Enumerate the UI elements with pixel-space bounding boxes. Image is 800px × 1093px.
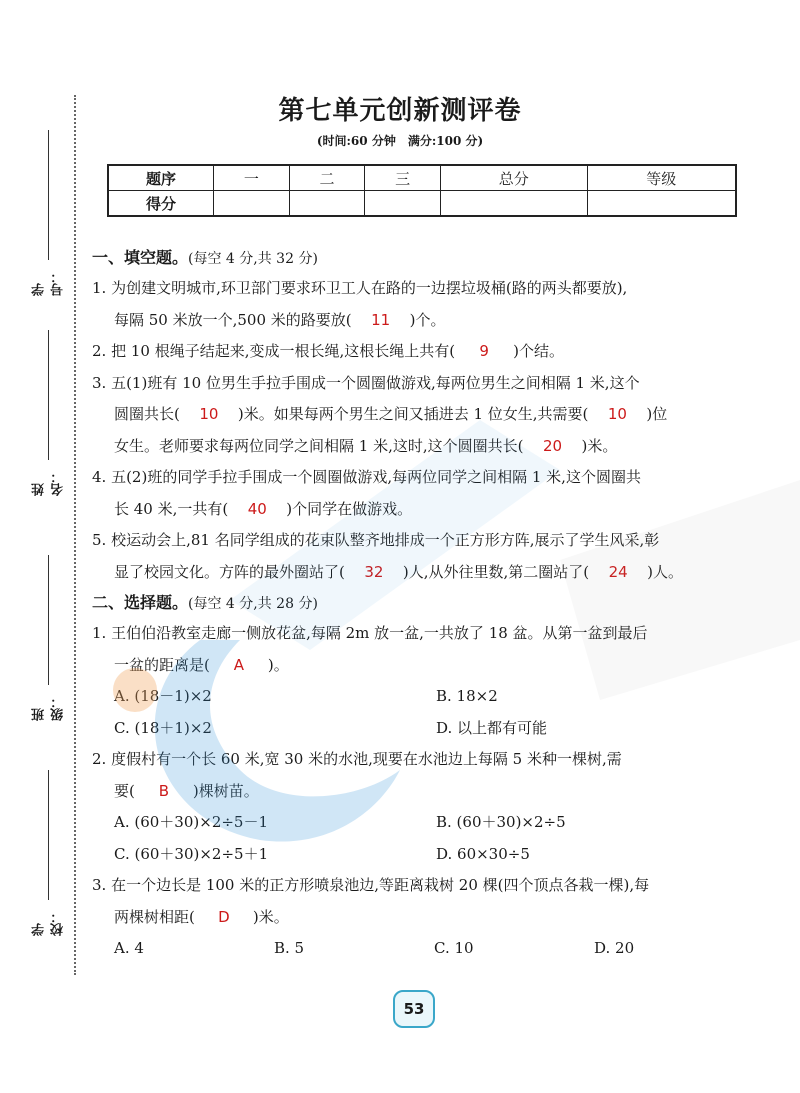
score-table-header-row <box>108 165 736 191</box>
score-input-2[interactable] <box>289 191 365 217</box>
answer-1-3c[interactable]: 20 <box>542 436 563 455</box>
school-line <box>48 770 49 900</box>
question-1-4-line2 <box>92 494 757 526</box>
text: )米。如果每两个男生之间又插进去 1 位女生,共需要( <box>237 405 589 423</box>
text: )人。 <box>647 562 683 581</box>
question-2-3-line2 <box>92 902 757 934</box>
score-cell-label: 得分 <box>108 191 214 217</box>
answer-1-4[interactable]: 40 <box>247 499 267 518</box>
score-input-3[interactable] <box>365 191 441 217</box>
question-1-3-line3 <box>92 431 757 463</box>
options-2-1-row2 <box>92 713 757 745</box>
question-2-2-line2 <box>92 776 757 808</box>
text: )位 <box>646 405 668 423</box>
text: 圆圈共长( <box>114 405 180 423</box>
section-fill-blank-heading <box>92 243 757 273</box>
answer-1-1[interactable]: 11 <box>371 310 391 329</box>
answer-2-3[interactable]: D <box>218 907 230 926</box>
question-2-3-line1: 3. 在一个边长是 100 米的正方形喷泉池边,等距离栽树 20 棵(四个顶点各栽一棵),每 <box>92 876 650 894</box>
score-cell-1: 一 <box>214 165 290 191</box>
score-table <box>107 164 737 217</box>
text: 两棵树相距( <box>114 907 195 926</box>
section1-note: (每空 4 分,共 32 分) <box>188 251 318 267</box>
option-2-2-d[interactable]: D. 60×30÷5 <box>436 844 530 863</box>
options-2-3-row <box>92 933 757 965</box>
class-label: 班级： <box>32 695 66 721</box>
question-1-1-line1: 1. 为创建文明城市,环卫部门要求环卫工人在路的一边摆垃圾桶(路的两头都要放), <box>92 279 628 297</box>
text: 女生。老师要求每两位同学之间相隔 1 米,这时,这个圆圈共长( <box>114 436 524 455</box>
text: )米。 <box>252 907 289 926</box>
text: 显了校园文化。方阵的最外圈站了( <box>114 562 345 581</box>
option-2-1-a[interactable]: A. (18－1)×2 <box>114 687 212 705</box>
options-2-2-row2 <box>92 839 757 871</box>
question-1-1-line2 <box>92 305 757 337</box>
option-2-2-b[interactable]: B. (60＋30)×2÷5 <box>436 813 566 831</box>
option-2-1-b[interactable]: B. 18×2 <box>436 687 498 705</box>
binding-margin <box>0 0 70 1000</box>
option-2-2-c[interactable]: C. (60＋30)×2÷5＋1 <box>114 844 269 863</box>
section2-title: 二、选择题。 <box>92 593 189 612</box>
answer-1-5b[interactable]: 24 <box>608 562 628 581</box>
question-2-1-line1: 1. 王伯伯沿教室走廊一侧放花盆,每隔 2m 放一盆,一共放了 18 盆。从第一盆到最后 <box>92 624 648 642</box>
option-2-1-c[interactable]: C. (18＋1)×2 <box>114 718 212 737</box>
section2-note: (每空 4 分,共 28 分) <box>188 596 318 612</box>
page-title: 第七单元创新测评卷 <box>278 96 522 126</box>
question-1-4-line1: 4. 五(2)班的同学手拉手围成一个圆圈做游戏,每两位同学之间相隔 1 米,这个圆圈共 <box>92 468 641 486</box>
text: )。 <box>267 655 289 674</box>
answer-1-3a[interactable]: 10 <box>199 405 219 423</box>
text: )个同学在做游戏。 <box>286 499 413 518</box>
option-2-2-a[interactable]: A. (60＋30)×2÷5－1 <box>114 813 269 831</box>
text: 要( <box>114 781 135 800</box>
section1-title: 一、填空题。 <box>92 248 189 267</box>
option-2-3-c[interactable]: C. 10 <box>434 939 474 957</box>
text: )米。 <box>581 436 618 455</box>
score-input-1[interactable] <box>214 191 290 217</box>
text: )个。 <box>409 310 446 329</box>
option-2-3-d[interactable]: D. 20 <box>594 939 635 957</box>
name-line <box>48 330 49 460</box>
question-1-5-line1: 5. 校运动会上,81 名同学组成的花束队整齐地排成一个正方形方阵,展示了学生风采,彰 <box>92 531 660 549</box>
options-2-1-row1 <box>92 681 757 713</box>
text: )棵树苗。 <box>192 781 259 800</box>
option-2-3-b[interactable]: B. 5 <box>274 939 305 957</box>
score-input-total[interactable] <box>441 191 588 217</box>
text: 2. 把 10 根绳子结起来,变成一根长绳,这根长绳上共有( <box>92 342 456 360</box>
name-label: 姓名： <box>32 470 66 496</box>
answer-1-5a[interactable]: 32 <box>364 562 384 581</box>
score-cell-3: 三 <box>365 165 441 191</box>
page-number-badge: 53 <box>393 990 435 1028</box>
page-subtitle: (时间:60 分钟 满分:100 分) <box>316 134 484 148</box>
student-number-line <box>48 130 49 260</box>
question-1-3-line1: 3. 五(1)班有 10 位男生手拉手围成一个圆圈做游戏,每两位男生之间相隔 1 米,这个 <box>92 373 640 392</box>
score-cell-tixu: 题序 <box>108 165 214 191</box>
answer-2-2[interactable]: B <box>158 781 169 800</box>
text: 一盆的距离是( <box>114 655 210 674</box>
score-cell-2: 二 <box>289 165 365 191</box>
score-cell-total: 总分 <box>441 165 588 191</box>
school-label: 学校： <box>32 910 66 936</box>
option-2-1-d[interactable]: D. 以上都有可能 <box>436 718 548 737</box>
answer-2-1[interactable]: A <box>233 655 244 674</box>
option-2-3-a[interactable]: A. 4 <box>114 939 144 957</box>
question-1-5-line2 <box>92 557 757 589</box>
text: 长 40 米,一共有( <box>114 499 229 518</box>
answer-1-3b[interactable]: 10 <box>607 405 627 423</box>
score-cell-grade: 等级 <box>587 165 736 191</box>
question-2-1-line2 <box>92 650 757 682</box>
answer-1-2[interactable]: 9 <box>479 342 489 360</box>
class-line <box>48 555 49 685</box>
text: 每隔 50 米放一个,500 米的路要放( <box>114 310 352 329</box>
question-2-2-line1: 2. 度假村有一个长 60 米,宽 30 米的水池,现要在水池边上每隔 5 米种一棵树,需 <box>92 750 622 768</box>
question-1-2 <box>92 336 757 368</box>
score-table-score-row <box>108 191 736 217</box>
student-number-label: 学号： <box>32 270 66 296</box>
text: )个结。 <box>513 342 564 360</box>
cut-line <box>74 95 76 975</box>
text: )人,从外往里数,第二圈站了( <box>402 562 590 581</box>
section-choice-heading <box>92 588 757 618</box>
options-2-2-row1 <box>92 807 757 839</box>
exam-content <box>92 243 757 965</box>
score-input-grade[interactable] <box>587 191 736 217</box>
question-1-3-line2 <box>92 399 757 431</box>
